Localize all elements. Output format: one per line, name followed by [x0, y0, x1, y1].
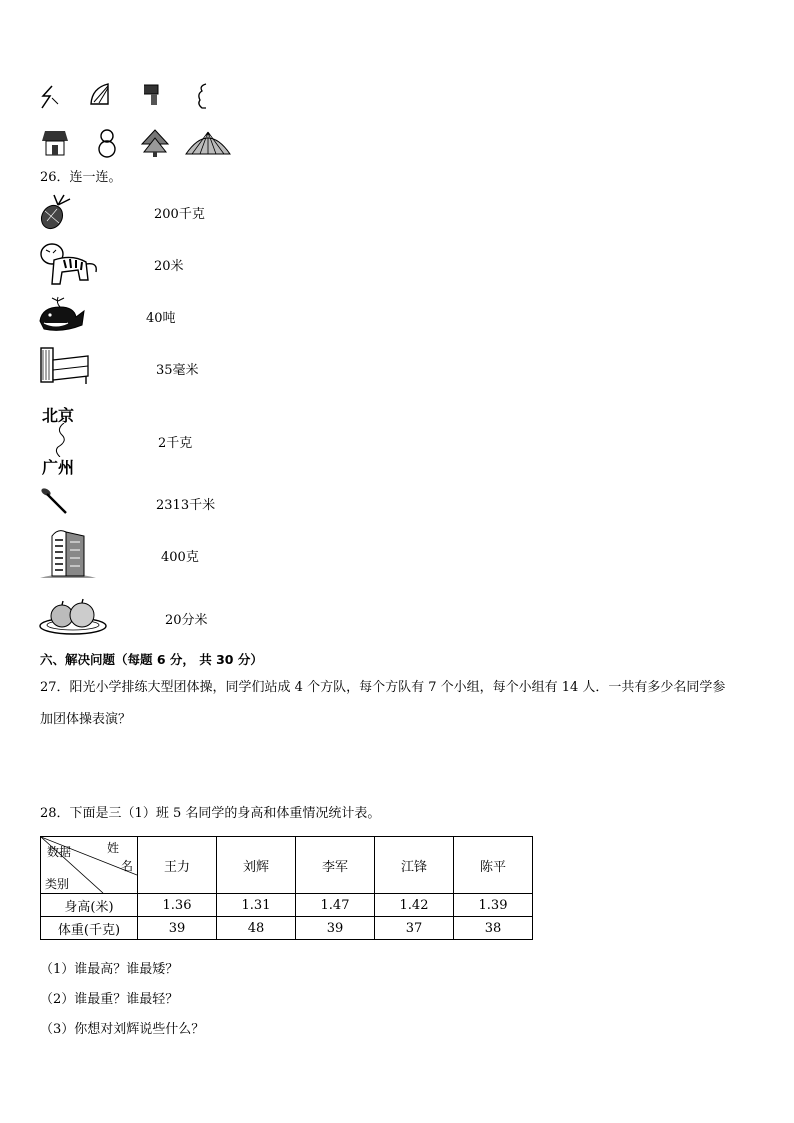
q26-title: 26．连一连。 [40, 170, 122, 185]
city-beijing: 北京 [42, 406, 75, 425]
building-icon [38, 526, 98, 580]
umbrella-icon [184, 130, 232, 158]
label-2313km: 2313千米 [156, 498, 216, 513]
height-cell: 1.31 [217, 894, 296, 917]
tree-icon [140, 128, 170, 158]
weight-cell: 39 [296, 917, 375, 940]
stats-table [40, 836, 533, 940]
table-row-height [41, 894, 533, 917]
weight-cell: 38 [454, 917, 533, 940]
fruit-plate-icon [38, 596, 108, 636]
name-cell: 李军 [296, 837, 375, 894]
weight-cell: 37 [375, 917, 454, 940]
height-cell: 1.42 [375, 894, 454, 917]
q28-sub1: （1）谁最高？谁最矮？ [40, 962, 179, 977]
row-label-height: 身高(米) [41, 894, 138, 917]
name-cell: 江锋 [375, 837, 454, 894]
table-row-weight [41, 917, 533, 940]
pineapple-icon [38, 193, 72, 231]
whale-icon [36, 295, 86, 333]
header-data-label: 数据 [47, 845, 72, 859]
diagonal-header-cell [41, 837, 138, 894]
city-guangzhou: 广州 [42, 458, 75, 477]
snowman-icon [96, 128, 118, 158]
q28-sub2: （2）谁最重？谁最轻？ [40, 992, 179, 1007]
height-cell: 1.47 [296, 894, 375, 917]
label-20dm: 20分米 [165, 613, 208, 628]
half-snowman-icon [196, 82, 210, 110]
header-category-label: 类别 [45, 877, 70, 891]
label-40t: 40吨 [146, 311, 176, 326]
weight-cell: 39 [138, 917, 217, 940]
name-cell: 王力 [138, 837, 217, 894]
house-icon [40, 129, 70, 157]
weight-cell: 48 [217, 917, 296, 940]
section6-title: 六、解决问题（每题 6 分， 共 30 分） [40, 652, 263, 667]
row-label-weight: 体重(千克) [41, 917, 138, 940]
nail-icon [40, 487, 72, 517]
q28-sub3: （3）你想对刘辉说些什么？ [40, 1022, 205, 1037]
header-name-label-1: 姓 [107, 841, 120, 855]
map-route [40, 403, 86, 475]
bed-icon [38, 342, 92, 386]
label-2kg: 2千克 [158, 436, 193, 451]
half-lamp-icon [142, 82, 162, 108]
header-name-label-2: 名 [121, 859, 134, 873]
label-200kg: 200千克 [154, 207, 205, 222]
name-cell: 陈平 [454, 837, 533, 894]
height-cell: 1.36 [138, 894, 217, 917]
route-line [50, 423, 70, 457]
height-cell: 1.39 [454, 894, 533, 917]
label-35mm: 35毫米 [156, 363, 199, 378]
table-header-row [41, 837, 533, 894]
half-shape-1-icon [40, 84, 60, 110]
label-20m: 20米 [154, 259, 184, 274]
q28-title: 28．下面是三（1）班 5 名同学的身高和体重情况统计表。 [40, 806, 381, 821]
q27-line1: 27．阳光小学排练大型团体操，同学们站成 4 个方队，每个方队有 7 个小组，每个小组有 14 人．一共有多少名同学参 [40, 680, 726, 695]
q27-line2: 加团体操表演？ [40, 712, 132, 727]
half-umbrella-icon [88, 82, 112, 108]
label-400g: 400克 [161, 550, 199, 565]
tiger-icon [36, 240, 102, 288]
name-cell: 刘辉 [217, 837, 296, 894]
